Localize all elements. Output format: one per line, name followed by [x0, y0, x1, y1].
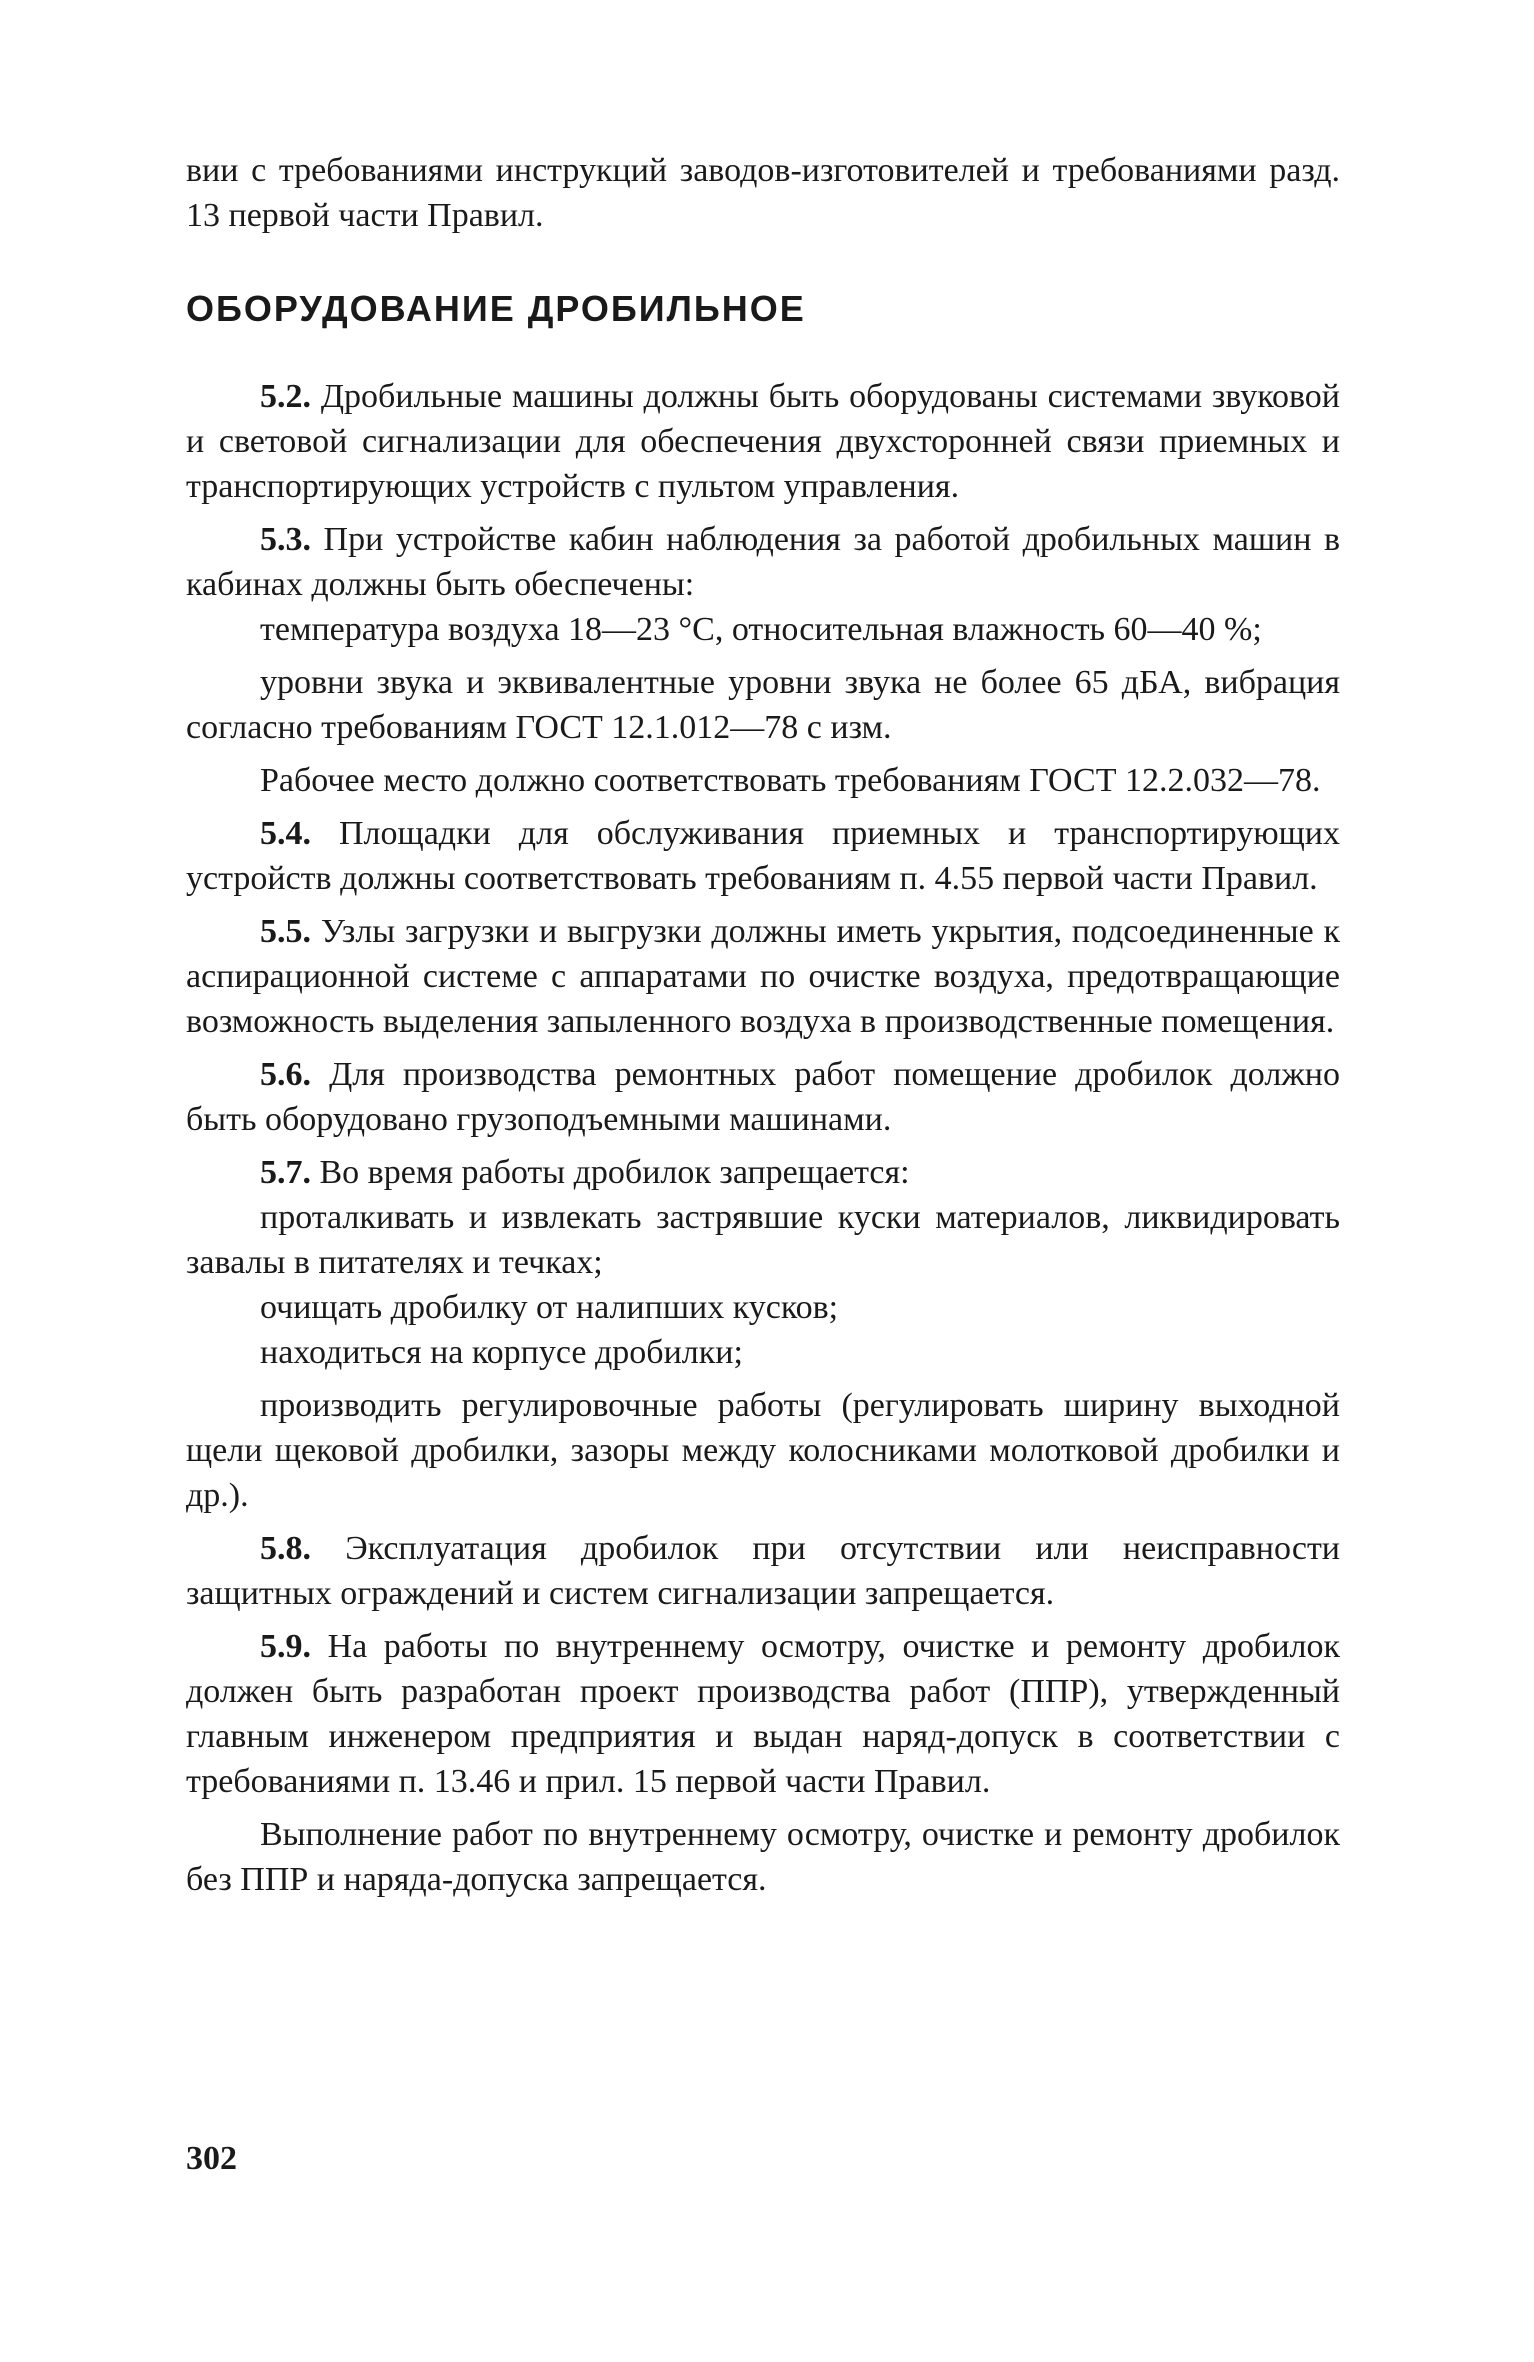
clause-text: На работы по внутреннему осмотру, очистке и ремонту дробилок должен быть разработан проект производства работ (ППР), утвержденный главным инженером предприятия и выдан наряд-допуск в соответствии с требованиями п. 13.46 и прил. 15 первой части Правил.: [186, 1628, 1340, 1800]
page-body: [186, 148, 1340, 1902]
clause-5-4: [186, 811, 1340, 901]
clause-item: температура воздуха 18—23 °С, относительная влажность 60—40 %;: [260, 611, 1262, 648]
clause-number: 5.9.: [260, 1628, 311, 1665]
clause-note: Выполнение работ по внутреннему осмотру, очистке и ремонту дробилок без ППР и наряда-допуска запрещается.: [186, 1816, 1340, 1898]
clause-5-7: [186, 1150, 1340, 1195]
intro-paragraph: вии с требованиями инструкций заводов-изготовителей и требованиями разд. 13 первой части Правил.: [186, 152, 1340, 234]
clause-number: 5.4.: [260, 815, 311, 852]
clause-number: 5.8.: [260, 1530, 311, 1567]
clause-text: Эксплуатация дробилок при отсутствии или неисправности защитных ограждений и систем сигнализации запрещается.: [186, 1530, 1340, 1612]
clause-number: 5.6.: [260, 1056, 311, 1093]
clause-text: Узлы загрузки и выгрузки должны иметь укрытия, подсоединенные к аспирационной системе с аппаратами по очистке воздуха, предотвращающие возможность выделения запыленного воздуха в производственные помещения.: [186, 913, 1341, 1040]
clause-item: производить регулировочные работы (регулировать ширину выходной щели щековой дробилки, зазоры между колосниками молотковой дробилки и др.).: [186, 1387, 1340, 1514]
clause-5-5: [186, 909, 1340, 1044]
clause-number: 5.3.: [260, 521, 311, 558]
clause-text: При устройстве кабин наблюдения за работой дробильных машин в кабинах должны быть обеспечены:: [186, 521, 1340, 603]
clause-5-2: [186, 374, 1340, 509]
clause-item: проталкивать и извлекать застрявшие куски материалов, ликвидировать завалы в питателях и течках;: [186, 1199, 1340, 1281]
clause-item: очищать дробилку от налипших кусков;: [260, 1289, 839, 1326]
clause-5-8: [186, 1526, 1340, 1616]
page-number: 302: [186, 2140, 237, 2177]
clause-text: Площадки для обслуживания приемных и транспортирующих устройств должны соответствовать требованиям п. 4.55 первой части Правил.: [186, 815, 1341, 897]
clause-item: уровни звука и эквивалентные уровни звука не более 65 дБА, вибрация согласно требованиям ГОСТ 12.1.012—78 с изм.: [186, 664, 1340, 746]
clause-number: 5.2.: [260, 378, 311, 415]
clause-text: Дробильные машины должны быть оборудованы системами звуковой и световой сигнализации для обеспечения двухсторонней связи приемных и транспортирующих устройств с пультом управления.: [186, 378, 1341, 505]
section-heading: ОБОРУДОВАНИЕ ДРОБИЛЬНОЕ: [186, 288, 806, 329]
clause-text: Для производства ремонтных работ помещение дробилок должно быть оборудовано грузоподъемными машинами.: [186, 1056, 1341, 1138]
clause-text: Во время работы дробилок запрещается:: [319, 1154, 910, 1191]
clause-5-9: [186, 1624, 1340, 1804]
clause-5-6: [186, 1052, 1340, 1142]
clause-5-3: [186, 517, 1340, 607]
clause-number: 5.5.: [260, 913, 311, 950]
clause-item: находиться на корпусе дробилки;: [260, 1334, 743, 1371]
clause-item: Рабочее место должно соответствовать требованиям ГОСТ 12.2.032—78.: [260, 762, 1321, 799]
clause-number: 5.7.: [260, 1154, 311, 1191]
